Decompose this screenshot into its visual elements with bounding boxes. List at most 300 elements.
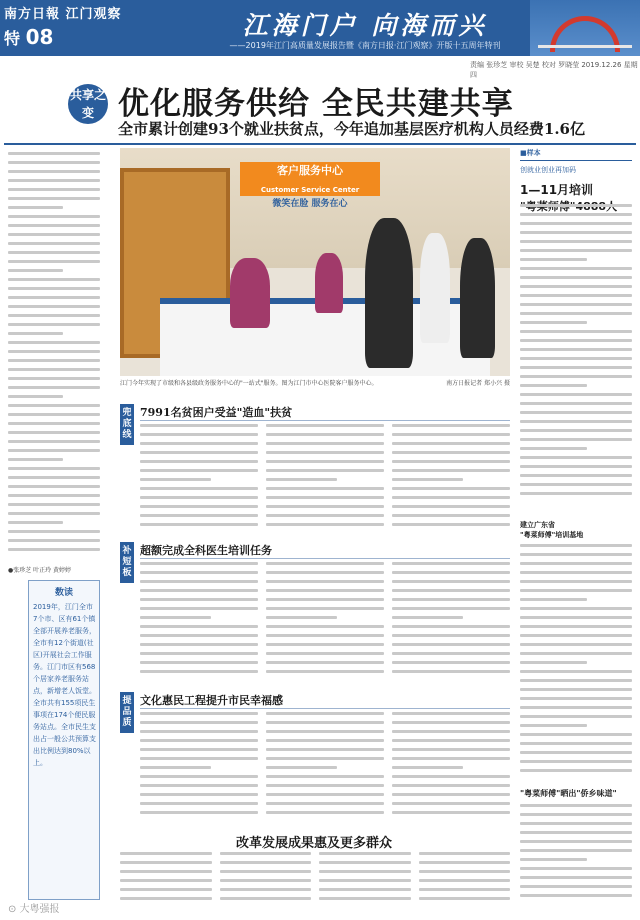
text-line: [266, 739, 384, 742]
text-line: [520, 411, 632, 414]
text-line: [8, 242, 100, 245]
photo-sign-en: Customer Service Center: [260, 186, 360, 194]
text-line: [8, 494, 100, 497]
text-line: [392, 607, 510, 610]
text-line: [392, 802, 510, 805]
text-line: [8, 287, 100, 290]
sidebar-quote: "粤菜师傅"晒出"侨乡味道": [520, 789, 617, 798]
text-line: [520, 222, 632, 225]
section-label-2: 补短板: [120, 542, 134, 583]
text-column: [120, 852, 212, 910]
text-line: [8, 530, 100, 533]
text-line: [220, 870, 312, 873]
section-title-3: 文化惠民工程提升市民幸福感: [140, 694, 283, 707]
text-line: [266, 478, 337, 481]
text-line: [8, 404, 100, 407]
text-line: [520, 760, 632, 763]
data-box: [28, 580, 100, 900]
text-column: [520, 204, 632, 504]
text-line: [266, 730, 384, 733]
text-line: [8, 341, 100, 344]
text-line: [8, 539, 100, 542]
text-line: [392, 634, 510, 637]
text-line: [520, 553, 632, 556]
text-line: [266, 589, 384, 592]
text-line: [520, 366, 632, 369]
text-line: [520, 231, 632, 234]
text-line: [520, 571, 632, 574]
text-line: [392, 712, 510, 715]
text-line: [140, 721, 258, 724]
text-line: [520, 706, 632, 709]
text-line: [140, 793, 258, 796]
text-line: [392, 433, 510, 436]
text-line: [266, 748, 384, 751]
text-line: [520, 769, 632, 772]
text-line: [140, 514, 258, 517]
text-line: [419, 879, 511, 882]
text-line: [140, 643, 258, 646]
data-box-title: 数读: [54, 588, 73, 598]
text-line: [266, 811, 384, 814]
text-line: [120, 861, 212, 864]
text-line: [520, 402, 632, 405]
text-line: [266, 451, 384, 454]
text-line: [8, 413, 100, 416]
text-line: [140, 505, 258, 508]
text-line: [520, 420, 632, 423]
text-line: [266, 712, 384, 715]
text-line: [266, 784, 384, 787]
text-line: [140, 598, 258, 601]
text-line: [520, 438, 632, 441]
text-line: [140, 442, 258, 445]
text-line: [319, 861, 411, 864]
main-subheadline: 全市累计创建93个就业扶贫点，今年追加基层医疗机构人员经费1.6亿: [118, 120, 585, 138]
text-line: [392, 496, 510, 499]
text-line: [140, 469, 258, 472]
text-column: [319, 852, 411, 910]
bridge-logo-icon: [530, 0, 640, 56]
text-line: [266, 562, 384, 565]
text-line: [520, 715, 632, 718]
text-line: [140, 433, 258, 436]
text-line: [140, 670, 258, 673]
section-rule-2: [140, 558, 510, 559]
text-line: [8, 269, 63, 272]
text-line: [8, 161, 100, 164]
text-line: [392, 505, 510, 508]
text-line: [392, 616, 463, 619]
text-line: [8, 503, 100, 506]
photo-caption: [120, 378, 510, 387]
text-line: [120, 897, 212, 900]
photo-sign: [240, 162, 380, 196]
text-line: [266, 598, 384, 601]
text-column: [520, 804, 632, 904]
text-line: [520, 876, 632, 879]
text-line: [266, 424, 384, 427]
text-line: [392, 661, 510, 664]
text-line: [520, 858, 587, 861]
text-line: [120, 852, 212, 855]
text-line: [520, 483, 632, 486]
text-line: [392, 670, 510, 673]
text-line: [266, 634, 384, 637]
text-line: [140, 802, 258, 805]
text-line: [140, 607, 258, 610]
text-line: [266, 775, 384, 778]
text-line: [419, 861, 511, 864]
text-line: [520, 679, 632, 682]
text-line: [520, 625, 632, 628]
text-line: [520, 348, 632, 351]
text-line: [392, 424, 510, 427]
photo-slogan: 微笑在脸 服务在心: [272, 199, 348, 209]
text-line: [140, 661, 258, 664]
text-line: [520, 688, 632, 691]
text-line: [419, 852, 511, 855]
text-line: [8, 332, 63, 335]
text-line: [140, 478, 211, 481]
text-line: [266, 802, 384, 805]
text-line: [392, 478, 463, 481]
text-line: [392, 766, 463, 769]
text-line: [392, 721, 510, 724]
text-line: [520, 312, 632, 315]
service-center-photo: [120, 148, 510, 376]
text-line: [140, 730, 258, 733]
bridge-deck-icon: [538, 45, 632, 48]
text-line: [392, 451, 510, 454]
text-line: [140, 589, 258, 592]
text-line: [266, 670, 384, 673]
issue-number: 08: [25, 25, 54, 49]
text-line: [266, 505, 384, 508]
text-line: [520, 294, 632, 297]
section-rule-3: [140, 708, 510, 709]
text-line: [266, 433, 384, 436]
text-line: [140, 460, 258, 463]
text-line: [140, 634, 258, 637]
text-line: [140, 739, 258, 742]
text-line: [266, 661, 384, 664]
text-line: [520, 742, 632, 745]
lead-article-body: [8, 152, 100, 562]
text-line: [520, 330, 632, 333]
photo-visitor-figure: [365, 218, 413, 368]
text-column: [8, 152, 100, 562]
text-line: [266, 616, 337, 619]
text-line: [392, 523, 510, 526]
photo-caption-text: 江门今年实现了市级和各县级政务服务中心的"一站式"服务。图为江门市中心医院客户服务中心。: [120, 380, 378, 387]
text-line: [140, 766, 211, 769]
text-line: [140, 625, 258, 628]
text-line: [392, 757, 510, 760]
text-line: [520, 276, 632, 279]
text-line: [392, 625, 510, 628]
text-line: [520, 393, 632, 396]
text-line: [419, 870, 511, 873]
text-line: [392, 739, 510, 742]
text-line: [8, 197, 100, 200]
text-line: [392, 460, 510, 463]
text-column: [392, 424, 510, 534]
text-line: [520, 670, 632, 673]
sidebar-kicker: 创就业创业再加码: [520, 166, 576, 174]
text-line: [520, 867, 632, 870]
text-line: [140, 562, 258, 565]
text-line: [520, 813, 632, 816]
text-line: [140, 757, 258, 760]
text-line: [319, 870, 411, 873]
text-line: [266, 721, 384, 724]
text-line: [419, 897, 511, 900]
text-line: [8, 458, 63, 461]
text-line: [520, 697, 632, 700]
text-line: [8, 449, 100, 452]
text-column: [419, 852, 511, 910]
text-line: [266, 571, 384, 574]
text-line: [140, 496, 258, 499]
text-line: [520, 822, 632, 825]
text-line: [266, 625, 384, 628]
text-line: [8, 152, 100, 155]
text-line: [140, 748, 258, 751]
text-line: [8, 368, 100, 371]
page-meta: 责编 张珍芝 审校 吴楚 校对 罗晓莹 2019.12.26 星期四: [470, 61, 638, 79]
text-line: [520, 285, 632, 288]
text-line: [8, 170, 100, 173]
text-line: [319, 852, 411, 855]
text-line: [8, 422, 100, 425]
section-body-3: [140, 712, 510, 822]
sidebar-body-2: [520, 544, 632, 782]
section-title-2: 超额完成全科医生培训任务: [140, 544, 272, 557]
text-line: [8, 188, 100, 191]
text-line: [520, 840, 632, 843]
text-line: [220, 879, 312, 882]
text-line: [220, 897, 312, 900]
text-line: [140, 775, 258, 778]
text-line: [520, 562, 632, 565]
text-line: [520, 375, 632, 378]
text-line: [520, 303, 632, 306]
text-line: [8, 179, 100, 182]
masthead-slogan: 江海门户 向海而兴: [242, 11, 488, 40]
text-line: [392, 487, 510, 490]
text-line: [392, 652, 510, 655]
text-line: [392, 793, 510, 796]
text-line: [392, 589, 510, 592]
text-line: [140, 652, 258, 655]
text-column: [392, 562, 510, 682]
text-line: [8, 206, 63, 209]
text-line: [319, 897, 411, 900]
text-line: [8, 224, 100, 227]
masthead-subline: ——2019年江门高质量发展报告暨《南方日报·江门观察》开版十五周年特刊: [229, 41, 501, 50]
photo-credit: 南方日报记者 郑小兴 摄: [446, 380, 510, 387]
text-line: [319, 888, 411, 891]
text-line: [8, 296, 100, 299]
text-line: [392, 775, 510, 778]
text-line: [8, 512, 100, 515]
text-line: [140, 487, 258, 490]
headline-rule: [4, 143, 636, 145]
text-line: [520, 240, 632, 243]
text-line: [266, 469, 384, 472]
issue-label: [4, 25, 122, 49]
text-line: [520, 456, 632, 459]
text-line: [520, 357, 632, 360]
text-line: [392, 748, 510, 751]
text-line: [392, 562, 510, 565]
text-column: [266, 562, 384, 682]
text-line: [392, 811, 510, 814]
text-line: [140, 523, 258, 526]
sidebar-body-3: [520, 804, 632, 904]
text-line: [419, 888, 511, 891]
text-line: [140, 451, 258, 454]
text-line: [8, 278, 100, 281]
text-line: [520, 339, 632, 342]
main-headline: 优化服务供给 全民共建共享: [118, 86, 514, 122]
text-line: [8, 467, 100, 470]
text-line: [8, 485, 100, 488]
photo-visitor-figure: [420, 233, 450, 343]
paper-name: 南方日報 江门观察: [4, 7, 122, 22]
lead-byline: ●张珍芝 叶正玲 黄婷婷: [8, 567, 72, 574]
text-line: [8, 521, 63, 524]
sidebar-head: ■样本: [520, 148, 632, 161]
masthead: [0, 0, 640, 56]
text-line: [520, 849, 632, 852]
sidebar-story: [520, 148, 632, 908]
text-line: [8, 233, 100, 236]
text-line: [392, 643, 510, 646]
text-line: [520, 492, 632, 495]
text-column: [520, 544, 632, 782]
text-column: [140, 424, 258, 534]
text-line: [520, 643, 632, 646]
sidebar-sub-2: "粤菜师傅"培训基地: [520, 531, 584, 539]
text-line: [520, 267, 632, 270]
text-line: [220, 852, 312, 855]
text-line: [266, 460, 384, 463]
masthead-brand: [4, 3, 122, 49]
text-line: [520, 661, 587, 664]
text-column: [220, 852, 312, 910]
text-line: [520, 751, 632, 754]
bottom-body: [120, 852, 510, 910]
text-line: [8, 251, 100, 254]
text-line: [8, 377, 100, 380]
text-line: [392, 598, 510, 601]
text-line: [140, 784, 258, 787]
text-line: [520, 733, 632, 736]
text-column: [140, 562, 258, 682]
text-line: [266, 496, 384, 499]
text-line: [8, 260, 100, 263]
section-title-1: 7991名贫困户受益"造血"扶贫: [140, 406, 293, 419]
text-line: [266, 580, 384, 583]
text-line: [8, 323, 100, 326]
text-line: [520, 580, 632, 583]
text-line: [319, 879, 411, 882]
text-line: [266, 523, 384, 526]
text-line: [520, 885, 632, 888]
text-line: [140, 424, 258, 427]
photo-staff-figure: [230, 258, 270, 328]
section-rule-1: [140, 420, 510, 421]
text-line: [520, 616, 632, 619]
text-line: [266, 793, 384, 796]
section-label-1: 兜底线: [120, 404, 134, 445]
section-body-2: [140, 562, 510, 682]
text-line: [520, 544, 632, 547]
text-line: [120, 879, 212, 882]
text-line: [520, 447, 587, 450]
text-line: [140, 580, 258, 583]
text-line: [8, 386, 100, 389]
photo-sign-text: 客户服务中心: [277, 164, 343, 177]
section-badge: 共享之变: [68, 84, 108, 124]
text-line: [520, 258, 587, 261]
text-line: [520, 384, 587, 387]
text-line: [520, 589, 632, 592]
text-column: [140, 712, 258, 822]
text-column: [266, 712, 384, 822]
text-line: [8, 431, 100, 434]
text-line: [220, 888, 312, 891]
sidebar-subhead: [520, 516, 583, 540]
text-line: [520, 804, 632, 807]
text-line: [140, 811, 258, 814]
text-line: [266, 766, 337, 769]
watermark: ⊙ 大粤强报: [8, 904, 60, 915]
photo-staff-figure: [315, 253, 343, 313]
text-line: [266, 643, 384, 646]
text-line: [8, 359, 100, 362]
text-line: [140, 616, 211, 619]
text-line: [120, 870, 212, 873]
text-line: [392, 730, 510, 733]
sidebar-sub-1: 建立广东省: [520, 521, 555, 529]
text-column: [392, 712, 510, 822]
text-line: [266, 487, 384, 490]
text-line: [266, 514, 384, 517]
text-line: [8, 350, 100, 353]
text-line: [520, 634, 632, 637]
text-line: [120, 888, 212, 891]
text-line: [520, 831, 632, 834]
text-line: [8, 395, 63, 398]
text-line: [520, 474, 632, 477]
text-line: [8, 548, 100, 551]
text-line: [392, 514, 510, 517]
text-column: [266, 424, 384, 534]
text-line: [392, 469, 510, 472]
text-line: [392, 784, 510, 787]
text-line: [520, 249, 632, 252]
text-line: [520, 204, 632, 207]
text-line: [392, 442, 510, 445]
sidebar-title-1: 1—11月培训: [520, 183, 594, 197]
text-line: [8, 215, 100, 218]
text-line: [140, 712, 258, 715]
text-line: [266, 607, 384, 610]
data-box-text: 2019年，江门全市7个市、区有61个镇全部开展养老服务，全市有12个街道(社区)开展社会工作服务。江门市区有568个居家养老服务站点，新增老人饭堂。全市共有155项民生事项在174个便民服务站点。全市民生支出占一般公共预算支出比例达到80%以上。: [33, 603, 96, 767]
